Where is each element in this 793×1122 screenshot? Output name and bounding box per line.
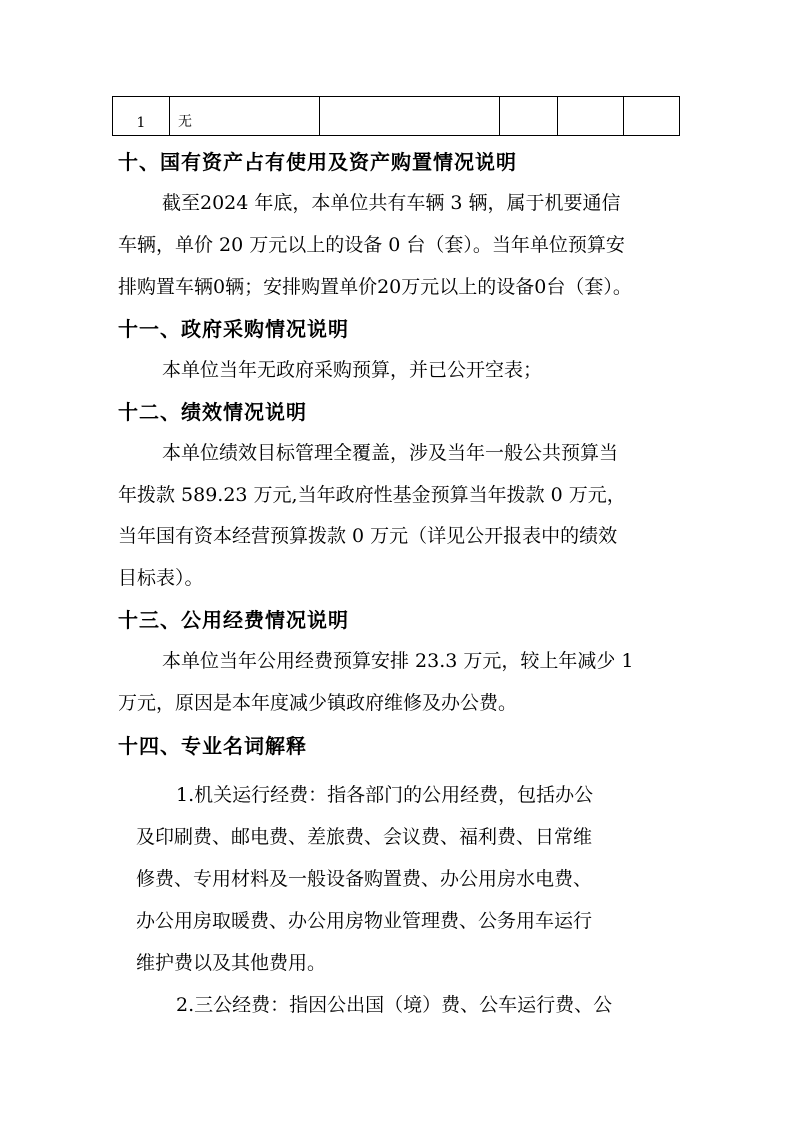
section-heading-13: 十三、公用经费情况说明 [118, 608, 349, 632]
table-cell [320, 97, 500, 135]
paragraph-line: 车辆，单价 20 万元以上的设备 0 台（套）。当年单位预算安 [118, 234, 625, 256]
paragraph-line: 万元，原因是本年度减少镇政府维修及办公费。 [118, 692, 518, 714]
table-cell-index: 1 [113, 97, 170, 135]
table-cell [624, 97, 679, 135]
table-cell [558, 97, 624, 135]
table-cell-name: 无 [170, 97, 320, 135]
paragraph-line: 本单位当年无政府采购预算，并已公开空表； [162, 359, 543, 381]
paragraph-line: 当年国有资本经营预算拨款 0 万元（详见公开报表中的绩效 [118, 525, 618, 547]
paragraph-line: 维护费以及其他费用。 [136, 952, 327, 974]
paragraph-line: 办公用房取暖费、办公用房物业管理费、公务用车运行 [136, 910, 593, 932]
section-heading-10: 十、国有资产占有使用及资产购置情况说明 [118, 150, 517, 174]
paragraph-line: 1.机关运行经费：指各部门的公用经费，包括办公 [176, 784, 594, 806]
paragraph-line: 截至2024 年底，本单位共有车辆 3 辆，属于机要通信 [162, 192, 621, 214]
paragraph-line: 2.三公经费：指因公出国（境）费、公车运行费、公 [176, 994, 613, 1016]
paragraph-line: 年拨款 589.23 万元,当年政府性基金预算当年拨款 0 万元， [118, 484, 626, 506]
paragraph-line: 本单位绩效目标管理全覆盖，涉及当年一般公共预算当 [162, 442, 619, 464]
table-cell [500, 97, 558, 135]
paragraph-line: 本单位当年公用经费预算安排 23.3 万元，较上年减少 1 [162, 650, 634, 672]
section-heading-14: 十四、专业名词解释 [118, 734, 307, 758]
paragraph-line: 排购置车辆0辆；安排购置单价20万元以上的设备0台（套）。 [118, 276, 632, 298]
section-heading-11: 十一、政府采购情况说明 [118, 317, 349, 341]
paragraph-line: 目标表）。 [118, 567, 204, 589]
paragraph-line: 及印刷费、邮电费、差旅费、会议费、福利费、日常维 [136, 826, 593, 848]
assets-table-row [112, 96, 680, 136]
paragraph-line: 修费、专用材料及一般设备购置费、办公用房水电费、 [136, 868, 593, 890]
section-heading-12: 十二、绩效情况说明 [118, 400, 307, 424]
